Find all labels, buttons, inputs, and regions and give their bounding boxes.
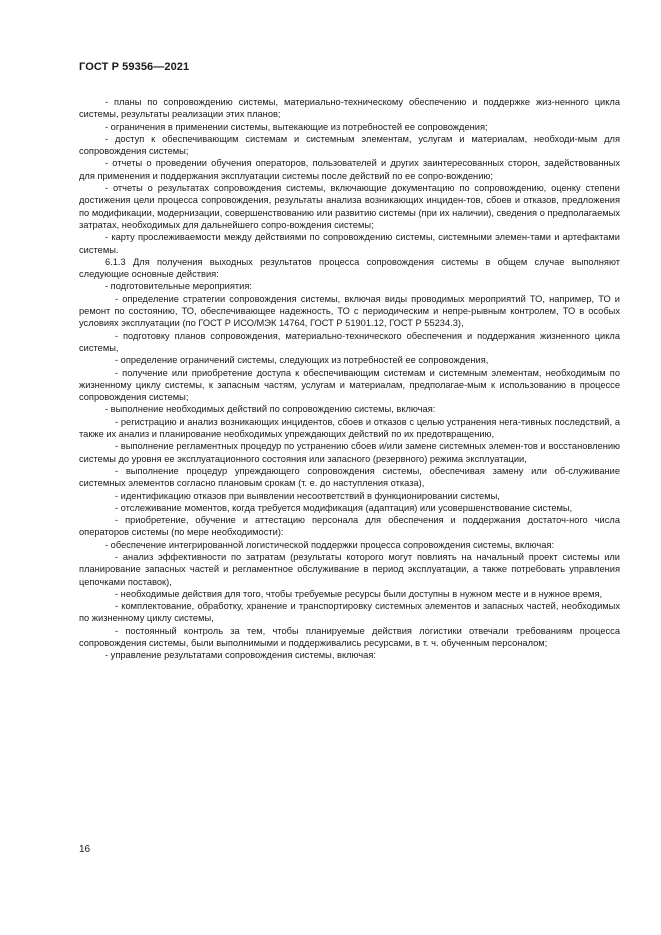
paragraph: - определение стратегии сопровождения системы, включая виды проводимых мероприятий ТО, например, ТО и ремонт по состоянию, ТО, обеспечивающее надежность, ТО с периодическим и непре-рывным контролем, ТО в особых условиях эксплуатации (по ГОСТ Р ИСО/МЭК 14764, ГОСТ Р 51901.12, ГОСТ Р 55234.3), (79, 293, 620, 329)
paragraph: - выполнение процедур упреждающего сопровождения системы, обеспечивая замену или об-служивание системных элементов согласно плановым срокам (т. е. до наступления отказа), (79, 465, 620, 489)
paragraph: - планы по сопровождению системы, материально-техническому обеспечению и поддержке жиз-ненного цикла системы, результаты реализации этих планов; (79, 97, 620, 120)
paragraph: - необходимые действия для того, чтобы требуемые ресурсы были доступны в нужном месте и в нужное время, (115, 588, 603, 599)
paragraph: 6.1.3 Для получения выходных результатов процесса сопровождения системы в общем случае выполняют следующие основные действия: (79, 256, 620, 280)
paragraph: - идентификацию отказов при выявлении несоответствий в функционировании системы, (115, 490, 500, 501)
paragraph: - отслеживание моментов, когда требуется модификация (адаптация) или усовершенствование системы, (115, 502, 573, 513)
paragraph: - подготовку планов сопровождения, материально-технического обеспечения и поддержания жизненного цикла системы, (79, 330, 620, 353)
paragraph: - приобретение, обучение и аттестацию персонала для обеспечения и поддержания достаточ-ного числа операторов системы (по мере необходимости): (79, 515, 620, 538)
paragraph: - управление результатами сопровождения системы, включая: (105, 650, 376, 661)
paragraph: - получение или приобретение доступа к обеспечивающим системам и системным элементам, необходимым по жизненному циклу системы, к запасным частям, услугам и материалам, предполагае-мым к использованию в процессе сопровождения системы; (79, 367, 620, 403)
page-number: 16 (79, 844, 91, 855)
paragraph: - подготовительные мероприятия: (105, 281, 252, 292)
document-body (79, 96, 620, 662)
paragraph: - определение ограничений системы, следующих из потребностей ее сопровождения, (115, 355, 489, 366)
document-header: ГОСТ Р 59356—2021 (79, 61, 190, 73)
paragraph: - доступ к обеспечивающим системам и системным элементам, услугам и материалам, необходи-мым для сопровождения системы; (79, 133, 620, 157)
paragraph: - регистрацию и анализ возникающих инцидентов, сбоев и отказов с целью устранения нега-тивных последствий, а также их анализ и планирование необходимых упреждающих действий по их предотвращению, (79, 416, 620, 440)
paragraph: - карту прослеживаемости между действиями по сопровождению системы, системными элемен-тами и артефактами системы. (79, 232, 620, 255)
paragraph: - комплектование, обработку, хранение и транспортировку системных элементов и запасных частей, необходимых по жизненному циклу системы, (79, 601, 620, 624)
paragraph: - постоянный контроль за тем, чтобы планируемые действия логистики отвечали требованиям процесса сопровождения системы, были выполнимыми и поддерживались ресурсами, в т. ч. обученным персоналом; (79, 625, 620, 649)
paragraph: - отчеты о проведении обучения операторов, пользователей и других заинтересованных сторон, задействованных для применения и поддержания эксплуатации системы после действий по ее сопро-вождению; (79, 158, 620, 181)
paragraph: - выполнение регламентных процедур по устранению сбоев и/или замене системных элемен-тов и восстановлению системы до уровня ее эксплуатационного состояния или запасного (резервного) режима эксплуатации, (79, 441, 620, 464)
paragraph: - ограничения в применении системы, вытекающие из потребностей ее сопровождения; (105, 121, 488, 132)
paragraph: - выполнение необходимых действий по сопровождению системы, включая: (105, 404, 436, 415)
paragraph: - отчеты о результатах сопровождения системы, включающие документацию по сопровождению, оценку степени достижения цели процесса сопровождения, результаты анализа возникающих инциден-тов, сбоев и отказов, предложения по модификации, модернизации, совершенствованию или развитию системы (при их наличии), сведения о предполагаемых затратах, необходимых для дальнейшего сопро-вождения системы; (79, 183, 620, 230)
paragraph: - обеспечение интегрированной логистической поддержки процесса сопровождения системы, включая: (105, 539, 555, 550)
paragraph: - анализ эффективности по затратам (результаты которого могут повлиять на начальный проект системы или планирование запасных частей и регламентное обслуживание в период эксплуатации, а также потребовать управления цепочками поставок), (79, 551, 620, 587)
